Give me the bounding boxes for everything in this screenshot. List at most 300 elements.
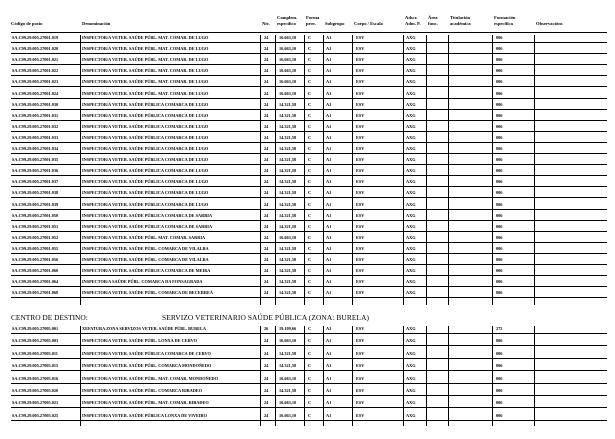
cell-forma: C	[308, 146, 312, 151]
cell-formacion: 006	[496, 168, 503, 174]
cell-adscr: AXG	[406, 112, 416, 118]
cell-subgrupo: A1	[326, 400, 332, 406]
header-complem-line1: Complem.	[277, 15, 298, 20]
cell-nivel: 24	[264, 57, 269, 63]
cell-complem: 14.321,58	[279, 363, 297, 369]
header-titulacion: Titulación académica	[450, 15, 471, 26]
header-complem-line2: especifico	[277, 20, 296, 26]
row-rule	[11, 175, 607, 176]
cell-forma: C	[308, 245, 312, 251]
cell-formacion: 006	[496, 201, 503, 207]
cell-nivel: 24	[264, 157, 269, 163]
row-rule	[11, 242, 607, 243]
cell-denominacion: INSPECTOR/A VETER. SAÚDE PÚBL. MAT. COMAR. DE LUGO	[82, 57, 209, 63]
cell-formacion: 006	[496, 245, 503, 251]
cell-corpo: ESV	[356, 223, 365, 229]
header-subgrupo: Subgrupo	[325, 21, 345, 26]
cell-nivel: 24	[264, 400, 269, 406]
cell-code: SA.C99.29.005.27001.033	[12, 134, 59, 140]
cell-forma: C	[308, 157, 312, 163]
header-rule	[11, 32, 607, 33]
cell-code: SA.C99.29.005.27001.030	[12, 101, 59, 107]
cell-adscr: AXG	[406, 90, 416, 96]
cell-adscr: AXG	[406, 245, 416, 251]
table-row	[0, 257, 615, 263]
cell-code: SA.C99.29.005.27005.021	[12, 400, 59, 406]
cell-forma: C	[308, 412, 312, 418]
cell-nivel: 24	[264, 190, 269, 196]
header-area-line1: Área	[428, 15, 438, 20]
cell-denominacion: INSPECTOR/A VETER. SAÚDE PÚBL. MAT. COMAR. RIBADEO	[82, 400, 209, 406]
row-rule	[11, 383, 607, 384]
cell-adscr: AXG	[406, 35, 416, 40]
cell-nivel: 24	[264, 90, 269, 96]
centro-destino-value: SERVIZO VETERINARIO SAÚDE PÚBLICA (ZONA: BURELA)	[162, 313, 370, 322]
cell-corpo: ESV	[356, 46, 365, 52]
cell-adscr: AXG	[406, 363, 416, 369]
cell-subgrupo: A1	[326, 234, 332, 240]
cell-corpo: ESV	[356, 412, 365, 418]
cell-formacion: 006	[496, 212, 503, 218]
cell-formacion: 006	[496, 412, 503, 418]
cell-complem: 14.321,58	[279, 190, 297, 196]
cell-adscr: AXG	[406, 157, 416, 163]
centro-destino-heading	[0, 313, 615, 323]
table-row	[0, 179, 615, 185]
cell-adscr: AXG	[406, 388, 416, 393]
table-header	[0, 12, 615, 32]
cell-nivel: 24	[264, 79, 269, 85]
header-complem	[277, 15, 297, 26]
cell-corpo: ESV	[356, 201, 365, 207]
cell-corpo: ESV	[356, 279, 365, 285]
cell-complem: 16.663,10	[279, 68, 297, 74]
cell-adscr: AXG	[406, 134, 416, 140]
cell-adscr: AXG	[406, 101, 416, 107]
cell-adscr: AXG	[406, 412, 416, 418]
cell-complem: 16.663,10	[279, 57, 297, 63]
cell-denominacion: INSPECTOR/A VETER. SAÚDE PÚBLICA COMARCA DE CERVO	[82, 350, 211, 356]
cell-subgrupo: A1	[326, 101, 332, 107]
cell-forma: C	[308, 234, 312, 240]
cell-nivel: 24	[264, 279, 269, 285]
cell-complem: 14.321,58	[279, 223, 297, 229]
table-row	[0, 168, 615, 174]
cell-forma: C	[308, 375, 312, 381]
cell-nivel: 24	[264, 234, 269, 240]
cell-formacion: 006	[496, 234, 503, 240]
cell-subgrupo: A1	[326, 412, 332, 418]
cell-formacion: 006	[496, 146, 503, 151]
cell-code: SA.C99.29.005.27005.016	[12, 375, 59, 381]
cell-nivel: 24	[264, 375, 269, 381]
cell-formacion: 006	[496, 223, 503, 229]
cell-corpo: ESV	[356, 375, 365, 381]
header-codigo: Código de posto	[11, 21, 43, 26]
cell-forma: C	[308, 350, 312, 356]
cell-corpo: ESV	[356, 363, 365, 369]
cell-denominacion: INSPECTOR/A VETER. SAÚDE PÚBL. MAT. COMAR. DE LUGO	[82, 46, 209, 52]
row-rule	[11, 420, 607, 421]
row-rule	[11, 358, 607, 359]
cell-nivel: 24	[264, 46, 269, 52]
cell-formacion: 275	[496, 326, 503, 331]
header-nivel: Niv.	[262, 21, 270, 26]
cell-complem: 14.321,58	[279, 212, 297, 218]
header-corpo: Corpo / Escala	[354, 21, 383, 26]
cell-complem: 14.321,58	[279, 168, 297, 174]
cell-corpo: ESV	[356, 326, 365, 331]
row-rule	[11, 120, 607, 121]
cell-nivel: 24	[264, 134, 269, 140]
cell-formacion: 006	[496, 190, 503, 196]
cell-corpo: ESV	[356, 388, 365, 393]
cell-denominacion: INSPECTOR/A VETER. SAÚDE PÚBL. MAT. COMAR. DE LUGO	[82, 90, 209, 96]
cell-corpo: ESV	[356, 168, 365, 174]
cell-nivel: 24	[264, 363, 269, 369]
row-rule	[11, 220, 607, 221]
cell-adscr: AXG	[406, 168, 416, 174]
cell-nivel: 24	[264, 350, 269, 356]
cell-formacion: 006	[496, 90, 503, 96]
cell-complem: 14.321,58	[279, 101, 297, 107]
cell-adscr: AXG	[406, 234, 416, 240]
cell-complem: 14.321,58	[279, 245, 297, 251]
row-rule	[11, 395, 607, 396]
row-rule	[11, 53, 607, 54]
cell-adscr: AXG	[406, 268, 416, 274]
cell-adscr: AXG	[406, 179, 416, 185]
cell-code: SA.C99.29.005.27001.019	[12, 35, 59, 40]
table-row	[0, 413, 615, 419]
cell-forma: C	[308, 400, 312, 406]
cell-subgrupo: A1	[326, 212, 332, 218]
cell-complem: 14.321,58	[279, 350, 297, 356]
cell-adscr: AXG	[406, 350, 416, 356]
cell-subgrupo: A1	[326, 79, 332, 85]
cell-corpo: ESV	[356, 157, 365, 163]
header-adscr-line1: Adscr.	[405, 15, 418, 20]
cell-subgrupo: A1	[326, 46, 332, 52]
cell-formacion: 006	[496, 400, 503, 406]
header-adscr-line2: Adm. P.	[405, 20, 421, 26]
cell-subgrupo: A1	[326, 57, 332, 63]
cell-corpo: ESV	[356, 268, 365, 274]
cell-corpo: ESV	[356, 79, 365, 85]
row-rule	[11, 297, 607, 298]
header-forma-line1: Forma	[306, 15, 320, 20]
header-area	[428, 15, 438, 26]
cell-forma: C	[308, 134, 312, 140]
row-rule	[11, 345, 607, 346]
cell-code: SA.C99.29.005.27001.052	[12, 234, 59, 240]
table-row	[0, 46, 615, 52]
cell-code: SA.C99.29.005.27001.022	[12, 68, 59, 74]
table-row	[0, 290, 615, 296]
cell-code: SA.C99.29.005.27001.034	[12, 146, 59, 151]
cell-complem: 16.663,10	[279, 79, 297, 85]
cell-code: SA.C99.29.005.27001.035	[12, 157, 59, 163]
table-row	[0, 68, 615, 74]
cell-code: SA.C99.29.005.27001.024	[12, 90, 59, 96]
cell-corpo: ESV	[356, 35, 365, 40]
cell-adscr: AXG	[406, 146, 416, 151]
cell-code: SA.C99.29.005.27005.003	[12, 338, 59, 344]
cell-nivel: 24	[264, 268, 269, 274]
cell-denominacion: INSPECTOR/A VETER. SAÚDE PÚBL. MAT. COMAR. DE LUGO	[82, 35, 209, 40]
row-rule	[11, 370, 607, 371]
cell-forma: C	[308, 168, 312, 174]
cell-denominacion: INSPECTOR/A VETER. SAÚDE PÚBL. MAT. COMAR. DE LUGO	[82, 79, 209, 85]
cell-code: SA.C99.29.005.27001.021	[12, 57, 59, 63]
table-row	[0, 124, 615, 130]
table-row	[0, 202, 615, 208]
cell-subgrupo: A1	[326, 112, 332, 118]
cell-adscr: AXG	[406, 290, 416, 296]
cell-corpo: ESV	[356, 290, 365, 296]
cell-corpo: ESV	[356, 134, 365, 140]
cell-corpo: ESV	[356, 245, 365, 251]
cell-denominacion: INSPECTOR/A VETER. SAÚDE PÚBL. MAT. COMAR. SARRIA	[82, 234, 206, 240]
row-rule	[11, 42, 607, 43]
cell-forma: C	[308, 35, 312, 40]
cell-subgrupo: A1	[326, 146, 332, 151]
cell-denominacion: INSPECTOR/A VETER. SAÚDE PÚBLICA COMARCA DE LUGO	[82, 190, 209, 196]
cell-forma: C	[308, 212, 312, 218]
cell-forma: C	[308, 112, 312, 118]
cell-code: SA.C99.29.005.27001.055	[12, 245, 59, 251]
cell-formacion: 006	[496, 57, 503, 63]
cell-corpo: ESV	[356, 190, 365, 196]
table-row	[0, 388, 615, 394]
table-row	[0, 113, 615, 119]
cell-subgrupo: A1	[326, 326, 332, 331]
cell-complem: 16.663,10	[279, 234, 297, 240]
cell-formacion: 006	[496, 375, 503, 381]
cell-code: SA.C99.29.005.27001.051	[12, 223, 59, 229]
cell-subgrupo: A1	[326, 157, 332, 163]
row-rule	[11, 333, 607, 334]
cell-nivel: 24	[264, 257, 269, 262]
cell-formacion: 006	[496, 157, 503, 163]
table-row	[0, 146, 615, 152]
cell-subgrupo: A1	[326, 290, 332, 296]
cell-nivel: 24	[264, 338, 269, 344]
cell-denominacion: INSPECTOR/A VETER. SAÚDE PÚBL. COMARCA DE VILALBA	[82, 257, 209, 262]
cell-formacion: 006	[496, 134, 503, 140]
cell-formacion: 006	[496, 35, 503, 40]
cell-forma: C	[308, 179, 312, 185]
cell-nivel: 24	[264, 223, 269, 229]
header-forma	[306, 15, 319, 26]
table-row	[0, 35, 615, 41]
cell-formacion: 006	[496, 279, 503, 285]
cell-denominacion: INSPECTOR/A VETER. SAÚDE PÚBLICA COMARCA DE SARRIA	[82, 212, 213, 218]
cell-nivel: 24	[264, 123, 269, 129]
cell-formacion: 006	[496, 268, 503, 274]
cell-code: SA.C99.29.005.27005.011	[12, 350, 58, 356]
cell-code: SA.C99.29.005.27001.060	[12, 268, 59, 274]
table-row	[0, 376, 615, 382]
cell-nivel: 24	[264, 412, 269, 418]
cell-corpo: ESV	[356, 179, 365, 185]
cell-nivel: 24	[264, 245, 269, 251]
cell-denominacion: INSPECTOR/A VETER. SAÚDE PÚBL. COMARCA DE VILALBA	[82, 245, 209, 251]
cell-nivel: 24	[264, 212, 269, 218]
table-row	[0, 57, 615, 63]
cell-code: SA.C99.29.005.27001.036	[12, 168, 59, 174]
cell-complem: 16.663,10	[279, 90, 297, 96]
cell-subgrupo: A1	[326, 388, 332, 393]
cell-code: SA.C99.29.005.27001.056	[12, 257, 59, 262]
cell-forma: C	[308, 388, 312, 393]
cell-code: SA.C99.29.005.27001.050	[12, 212, 59, 218]
cell-corpo: ESV	[356, 234, 365, 240]
cell-subgrupo: A1	[326, 179, 332, 185]
cell-formacion: 006	[496, 112, 503, 118]
table-row	[0, 157, 615, 163]
cell-denominacion: INSPECTOR/A VETER. SAÚDE PÚBLICA COMARCA DE LUGO	[82, 201, 209, 207]
cell-nivel: 24	[264, 201, 269, 207]
row-rule	[11, 153, 607, 154]
table-row	[0, 246, 615, 252]
header-denominacion: Denominación	[82, 21, 111, 26]
header-area-line2: func.	[428, 20, 438, 26]
row-rule	[11, 142, 607, 143]
header-forma-line2: prov.	[306, 20, 316, 26]
cell-nivel: 24	[264, 168, 269, 174]
cell-forma: C	[308, 68, 312, 74]
cell-forma: C	[308, 326, 312, 331]
cell-formacion: 006	[496, 350, 503, 356]
cell-corpo: ESV	[356, 57, 365, 63]
cell-denominacion: XEFATURA ZONA SERVIZOS VETER. SAÚDE PÚBL. BURELA	[82, 326, 207, 331]
cell-subgrupo: A1	[326, 223, 332, 229]
cell-denominacion: INSPECTOR/A VETER. SAÚDE PÚBLICA COMARCA DE LUGO	[82, 179, 209, 185]
row-rule	[11, 231, 607, 232]
cell-formacion: 006	[496, 179, 503, 185]
row-rule	[11, 286, 607, 287]
cell-corpo: ESV	[356, 123, 365, 129]
row-rule	[11, 109, 607, 110]
row-rule	[11, 186, 607, 187]
cell-complem: 16.663,10	[279, 412, 297, 418]
cell-adscr: AXG	[406, 68, 416, 74]
cell-forma: C	[308, 101, 312, 107]
cell-formacion: 006	[496, 338, 503, 344]
table-row	[0, 102, 615, 108]
row-rule	[11, 407, 607, 408]
cell-code: SA.C99.29.005.27001.039	[12, 201, 59, 207]
cell-code: SA.C99.29.005.27001.031	[12, 112, 59, 118]
cell-denominacion: INSPECTOR/A VETER. SAÚDE PÚBLICA COMARCA DE LUGO	[82, 146, 209, 151]
cell-code: SA.C99.29.005.27001.037	[12, 179, 59, 185]
cell-forma: C	[308, 123, 312, 129]
cell-forma: C	[308, 57, 312, 63]
cell-complem: 14.321,58	[279, 146, 297, 151]
header-adscr	[405, 15, 421, 26]
row-rule	[11, 131, 607, 132]
header-formacion-line2: específica	[494, 20, 513, 26]
cell-formacion: 006	[496, 257, 503, 262]
cell-complem: 14.321,58	[279, 388, 297, 393]
row-rule	[11, 164, 607, 165]
cell-denominacion: INSPECTOR/A VETER. SAÚDE PÚBLICA LONXA DE VIVEIRO	[82, 412, 207, 418]
cell-complem: 14.321,58	[279, 157, 297, 163]
cell-denominacion: INSPECTOR/A VETER. SAÚDE PÚBLICA COMARCA DE LUGO	[82, 123, 209, 129]
cell-code: SA.C99.29.005.27001.038	[12, 190, 59, 196]
cell-formacion: 006	[496, 101, 503, 107]
cell-corpo: ESV	[356, 257, 365, 262]
row-rule	[11, 86, 607, 87]
cell-complem: 14.321,58	[279, 179, 297, 185]
cell-adscr: AXG	[406, 400, 416, 406]
cell-subgrupo: A1	[326, 201, 332, 207]
cell-denominacion: INSPECTOR/A VETER. SAÚDE PÚBLICA COMARCA DE LUGO	[82, 157, 209, 163]
cell-subgrupo: A1	[326, 168, 332, 174]
cell-denominacion: INSPECTOR/A SAÚDE PÚBL. COMARCA DA FONSAGRADA	[82, 279, 203, 285]
cell-subgrupo: A1	[326, 68, 332, 74]
cell-adscr: AXG	[406, 257, 416, 262]
cell-code: SA.C99.29.005.27001.068	[12, 290, 59, 296]
cell-forma: C	[308, 79, 312, 85]
cell-adscr: AXG	[406, 190, 416, 196]
cell-denominacion: INSPECTOR/A VETER. SAÚDE PÚBL. MAT. COMAR. MONDOÑEDO	[82, 375, 218, 381]
cell-code: SA.C99.29.005.27005.020	[12, 388, 59, 393]
cell-nivel: 24	[264, 290, 269, 296]
cell-nivel: 24	[264, 112, 269, 118]
cell-subgrupo: A1	[326, 35, 332, 40]
cell-forma: C	[308, 257, 312, 262]
cell-code: SA.C99.29.005.27005.025	[12, 412, 59, 418]
table-row	[0, 363, 615, 369]
table-row	[0, 326, 615, 332]
cell-complem: 16.663,10	[279, 375, 297, 381]
cell-complem: 14.321,58	[279, 134, 297, 140]
cell-code: SA.C99.29.005.27001.020	[12, 46, 59, 52]
cell-code: SA.C99.29.005.27005.001	[12, 326, 59, 331]
cell-complem: 16.663,10	[279, 46, 297, 52]
cell-complem: 14.321,58	[279, 268, 297, 274]
cell-complem: 14.321,58	[279, 112, 297, 118]
cell-forma: C	[308, 338, 312, 344]
row-rule	[11, 209, 607, 210]
table-row	[0, 235, 615, 241]
cell-complem: 14.321,58	[279, 123, 297, 129]
cell-complem: 16.663,10	[279, 400, 297, 406]
header-formacion-line1: Formación	[494, 15, 516, 20]
cell-subgrupo: A1	[326, 257, 332, 262]
cell-adscr: AXG	[406, 123, 416, 129]
cell-denominacion: INSPECTOR/A VETER. SAÚDE PÚBL. COMARCA MONDOÑEDO	[82, 363, 212, 369]
cell-adscr: AXG	[406, 79, 416, 85]
table-row	[0, 91, 615, 97]
cell-corpo: ESV	[356, 112, 365, 118]
centro-destino-label: CENTRO DE DESTINO:	[11, 313, 88, 322]
cell-code: SA.C99.29.005.27001.032	[12, 123, 59, 129]
table-row	[0, 400, 615, 406]
table-row	[0, 279, 615, 285]
cell-complem: 14.321,58	[279, 201, 297, 207]
cell-corpo: ESV	[356, 146, 365, 151]
cell-denominacion: INSPECTOR/A VETER. SAÚDE PÚBL. MAT. COMAR. DE LUGO	[82, 68, 209, 74]
cell-subgrupo: A1	[326, 268, 332, 274]
cell-forma: C	[308, 90, 312, 96]
cell-adscr: AXG	[406, 338, 416, 344]
table-row	[0, 268, 615, 274]
cell-nivel: 24	[264, 35, 269, 40]
cell-nivel: 24	[264, 179, 269, 185]
